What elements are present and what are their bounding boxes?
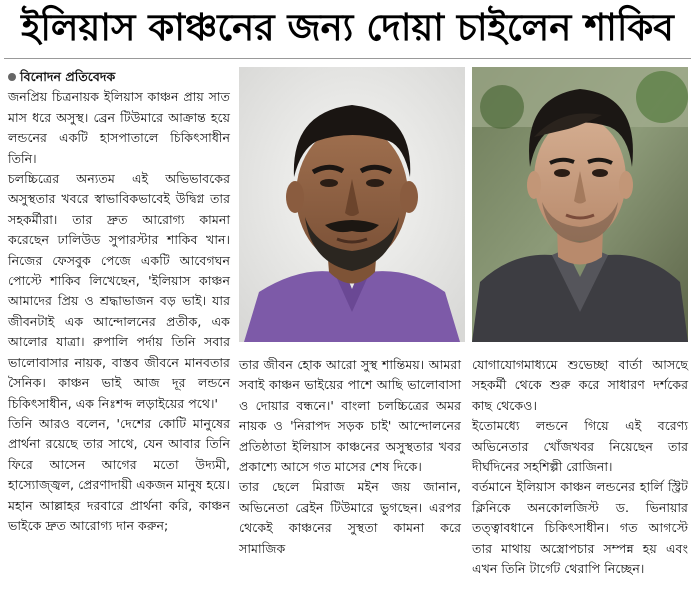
- byline: [8, 67, 230, 87]
- paragraph: বর্তমানে ইলিয়াস কাঞ্চন লন্ডনের হার্লি স্ট্রিট ক্লিনিকে অনকোলজিস্ট ড. ভিনায়ার তত্ত্বাবধানে চিকিৎসাধীন। গত আগস্টে তার মাথায় অস্ত্রোপচার সম্পন্ন হয় এবং এখন তিনি টার্গেট থেরাপি নিচ্ছেন।: [472, 479, 688, 577]
- paragraph: জনপ্রিয় চিত্রনায়ক ইলিয়াস কাঞ্চন প্রায় সাত মাস ধরে অসুস্থ। ব্রেন টিউমারে আক্রান্ত হয়ে লন্ডনের একটি হাসপাতালে চিকিৎসাধীন তিনি।: [8, 89, 230, 166]
- paragraph: ইতোমধ্যে লন্ডনে গিয়ে এই বরেণ্য অভিনেতার খোঁজখবর নিয়েছেন তার দীর্ঘদিনের সহশিল্পী রোজিনা।: [472, 418, 688, 475]
- paragraph: যোগাযোগমাধ্যমে শুভেচ্ছা বার্তা আসছে সহকর্মী থেকে শুরু করে সাধারণ দর্শকের কাছ থেকেও।: [472, 357, 688, 413]
- article-column-3: [472, 355, 688, 579]
- paragraph: তার জীবন হোক আরো সুস্থ শান্তিময়। আমরা সবাই কাঞ্চন ভাইয়ের পাশে আছি ভালোবাসা ও দোয়ার বন্ধনে।' বাংলা চলচ্চিত্রের অমর নায়ক ও 'নিরাপদ সড়ক চাই' আন্দোলনের প্রতিষ্ঠাতা ইলিয়াস কাঞ্চনের অসুস্থতার খবর প্রকাশ্যে আসে গত মাসের শেষ দিকে।: [239, 357, 461, 475]
- paragraph: তার ছেলে মিরাজ মইন জয় জানান, অভিনেতা ব্রেইন টিউমারে ভুগছেন। এরপর থেকেই কাঞ্চনের সুস্থতা কামনা করে সামাজিক: [239, 479, 461, 556]
- photo-shakib-khan: [472, 67, 688, 342]
- paragraph: চলচ্চিত্রের অন্যতম এই অভিভাবকের অসুস্থতার খবরে স্বাভাবিকভাবেই উদ্বিগ্ন তার সহকর্মীরা। তার দ্রুত আরোগ্য কামনা করেছেন ঢালিউড সুপারস্টার শাকিব খান। নিজের ফেসবুক পেজে একটি আবেগঘন পোস্টে শাকিব লিখেছেন, 'ইলিয়াস কাঞ্চন আমাদের প্রিয় ও শ্রদ্ধাভাজন বড় ভাই। যার জীবনটাই এক আন্দোলনের প্রতীক, এক আলোর যাত্রা। রুপালি পর্দায় তিনি সবার ভালোবাসার নায়ক, বাস্তব জীবনে মানবতার সৈনিক। কাঞ্চন ভাই আজ দূর লন্ডনে চিকিৎসাধীন, এক নিঃশব্দ লড়াইয়ের পথে।': [8, 171, 230, 411]
- bullet-icon: [8, 73, 16, 81]
- headline: ইলিয়াস কাঞ্চনের জন্য দোয়া চাইলেন শাকিব: [21, 5, 674, 49]
- byline-text: বিনোদন প্রতিবেদক: [20, 69, 116, 84]
- photo-ilias-kanchan: [239, 67, 465, 342]
- article-column-2: [239, 355, 461, 559]
- headline-rule: [4, 58, 691, 59]
- paragraph: তিনি আরও বলেন, 'দেশের কোটি মানুষের প্রার্থনা রয়েছে তার সাথে, যেন আবার তিনি ফিরে আসেন আগের মতো উদ্যমী, হাস্যোজ্জ্বল, প্রেরণাদায়ী একজন মানুষ হয়ে। মহান আল্লাহর দরবারে প্রার্থনা করি, কাঞ্চন ভাইকে দ্রুত আরোগ্য দান করুন;: [8, 415, 230, 533]
- article-column-1: [8, 67, 230, 536]
